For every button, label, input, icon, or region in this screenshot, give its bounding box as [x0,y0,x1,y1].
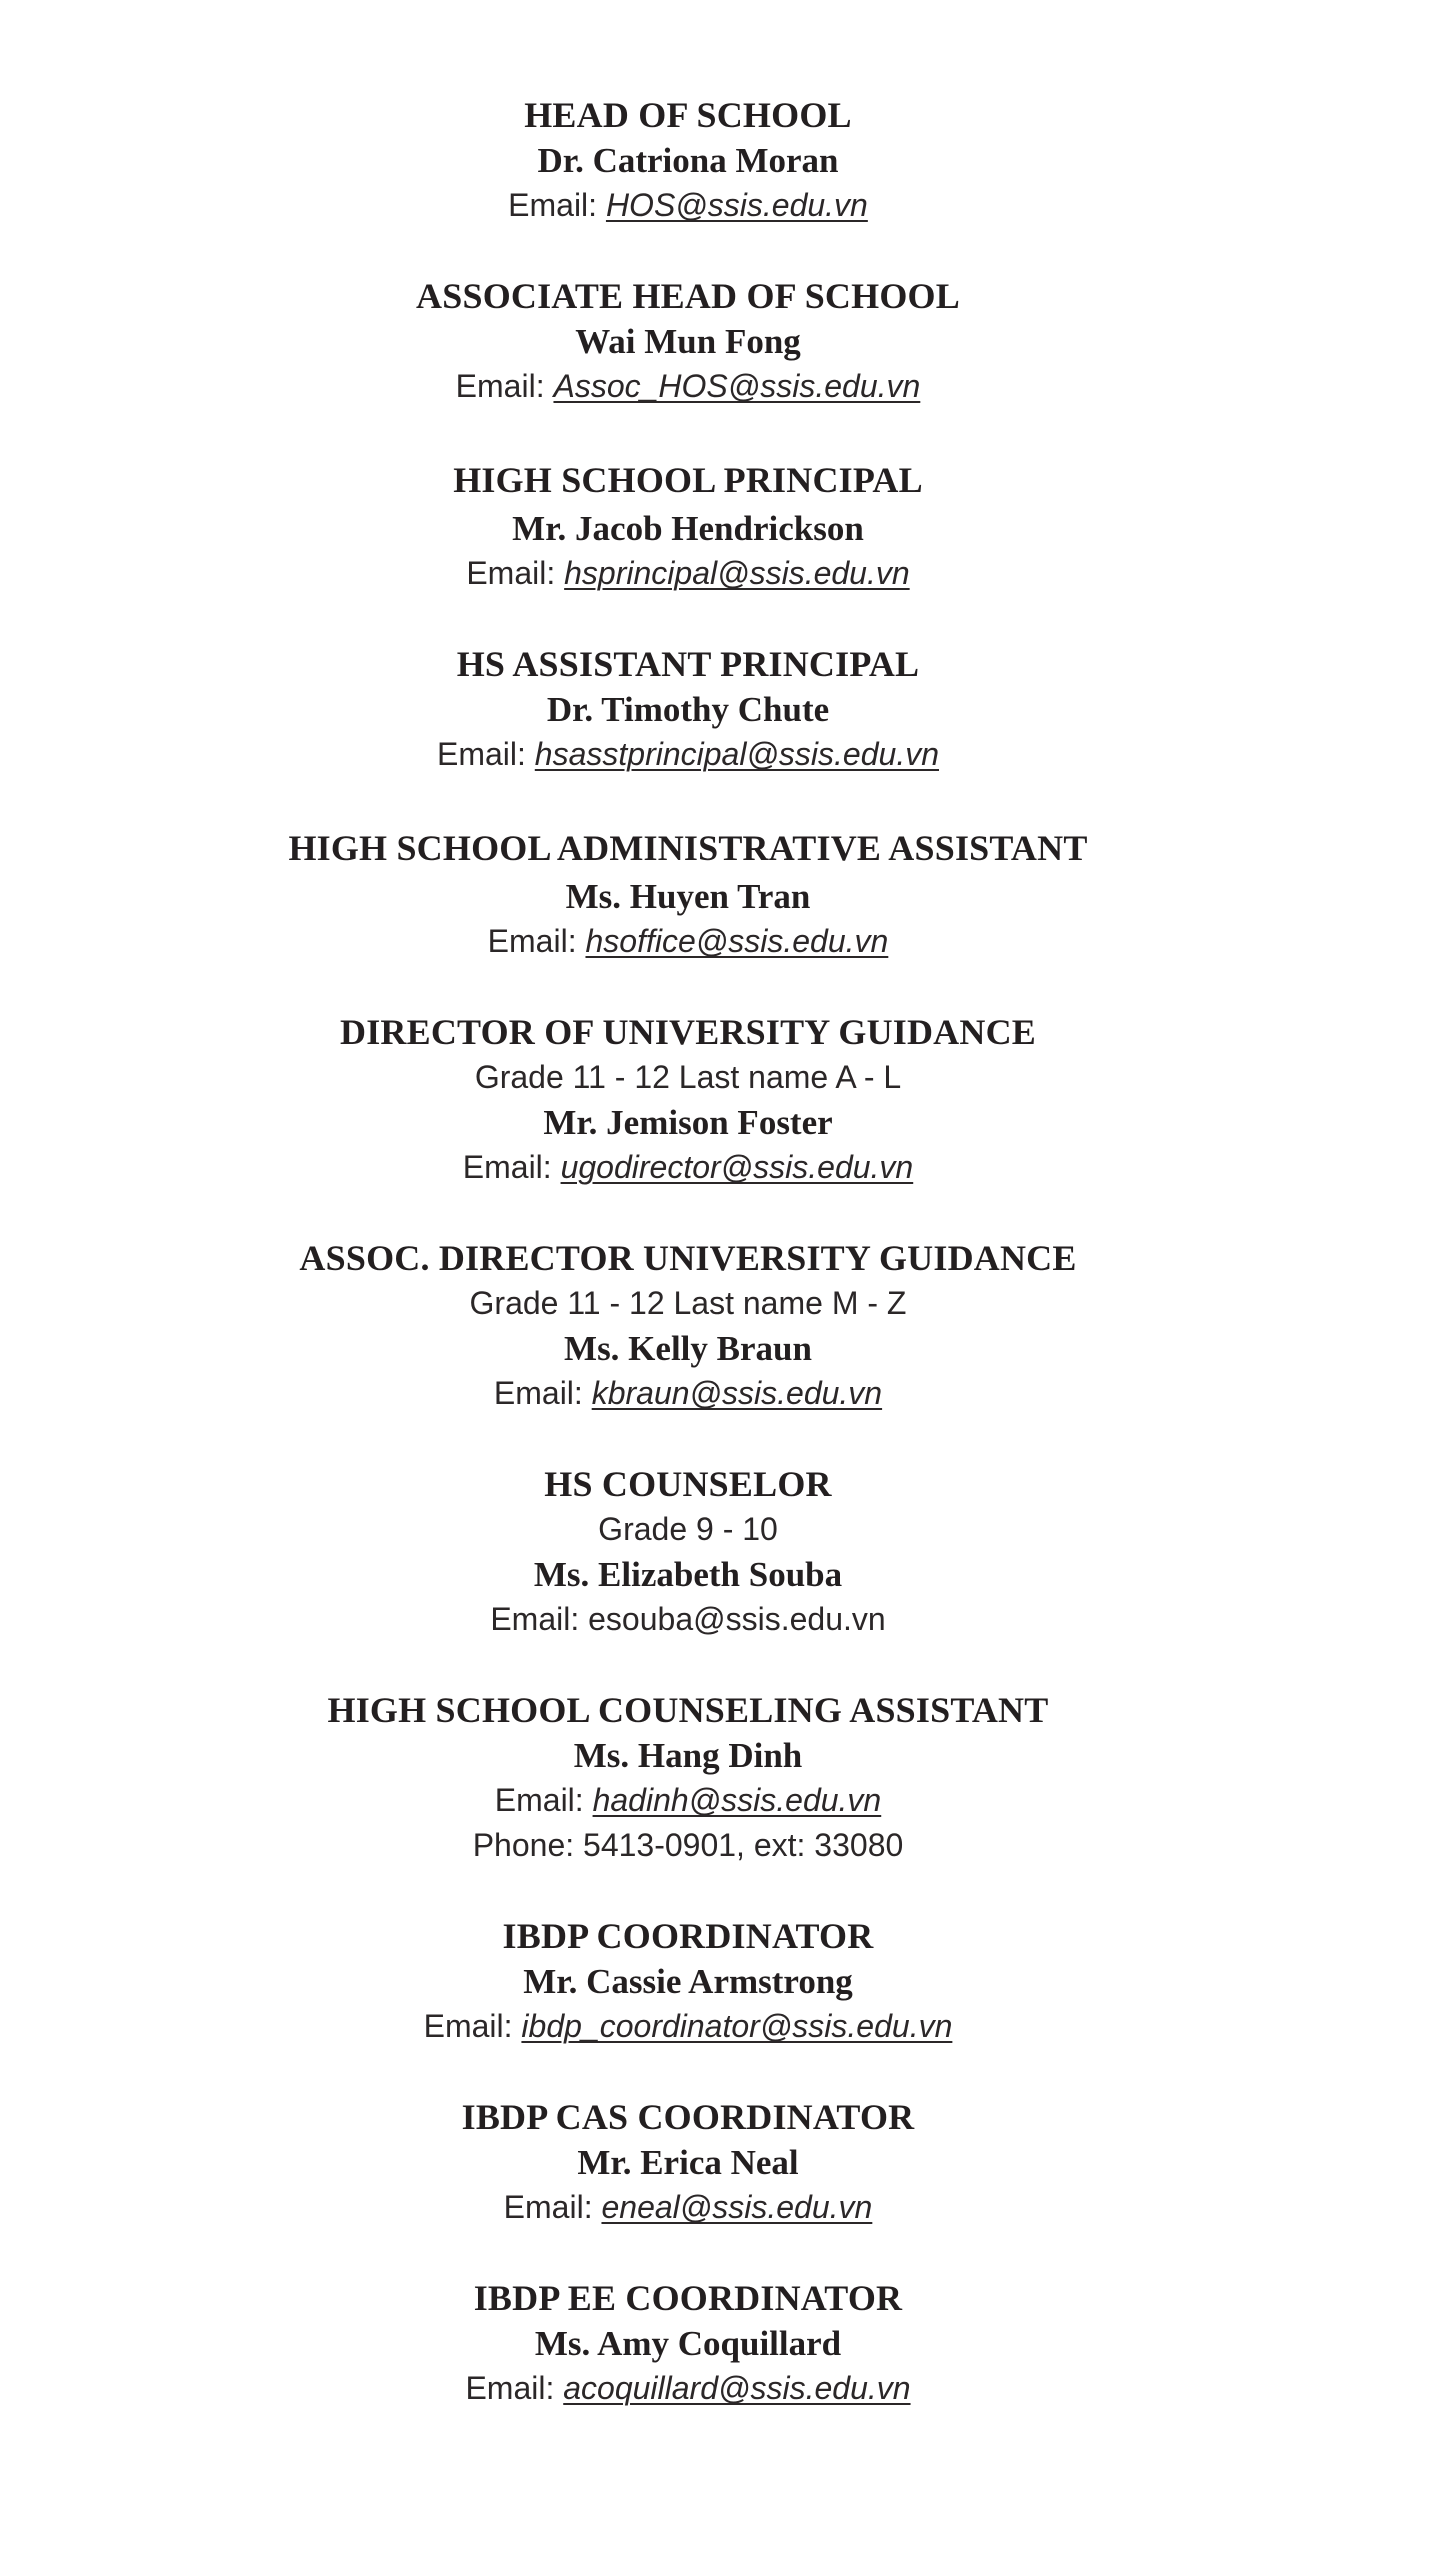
email-link[interactable]: hsprincipal@ssis.edu.vn [564,555,910,591]
staff-name: Ms. Amy Coquillard [534,2324,842,2363]
email-label: Email: [462,1149,552,1185]
staff-name: Wai Mun Fong [575,322,801,361]
email-line [0,2185,1376,2230]
email-label: Email: [493,1375,583,1411]
role-title: ASSOC. DIRECTOR UNIVERSITY GUIDANCE [299,1238,1077,1278]
staff-name: Mr. Erica Neal [577,2143,799,2182]
staff-entry-hs-assistant-principal [0,641,1376,777]
email-link[interactable]: HOS@ssis.edu.vn [605,187,868,223]
email-label: Email: [494,1782,584,1818]
role-title: HS ASSISTANT PRINCIPAL [456,644,920,684]
email-label: Email: [503,2189,593,2225]
staff-name: Ms. Huyen Tran [565,877,811,916]
staff-entry-associate-head-of-school [0,273,1376,409]
grade-note: Grade 9 - 10 [598,1511,778,1547]
email-link[interactable]: Assoc_HOS@ssis.edu.vn [553,368,921,404]
role-title: HIGH SCHOOL ADMINISTRATIVE ASSISTANT [288,828,1088,868]
role-title: DIRECTOR OF UNIVERSITY GUIDANCE [340,1012,1036,1052]
email-label: Email: [436,736,526,772]
grade-note: Grade 11 - 12 Last name M - Z [469,1285,907,1321]
staff-entry-ibdp-ee-coordinator [0,2275,1376,2411]
role-title: HIGH SCHOOL COUNSELING ASSISTANT [327,1690,1049,1730]
email-label: Email: [490,1601,580,1637]
staff-entry-high-school-principal [0,454,1376,596]
email-label: Email: [487,923,577,959]
email-text: esouba@ssis.edu.vn [588,1601,886,1637]
email-line [0,551,1376,596]
email-line [0,2366,1376,2411]
email-line [0,2004,1376,2049]
email-label: Email: [508,187,598,223]
email-link[interactable]: hadinh@ssis.edu.vn [592,1782,882,1818]
staff-entry-ibdp-coordinator [0,1913,1376,2049]
staff-name: Mr. Jemison Foster [543,1103,833,1142]
email-line [0,183,1376,228]
staff-entry-hs-counseling-assistant [0,1687,1376,1868]
staff-name: Ms. Kelly Braun [564,1329,812,1368]
staff-name: Dr. Timothy Chute [546,690,830,729]
email-line [0,919,1376,964]
staff-entry-hs-counselor [0,1461,1376,1642]
staff-entry-ibdp-cas-coordinator [0,2094,1376,2230]
phone-line: Phone: 5413-0901, ext: 33080 [472,1827,904,1863]
role-title: HEAD OF SCHOOL [524,95,852,135]
email-link[interactable]: kbraun@ssis.edu.vn [591,1375,883,1411]
email-link[interactable]: ugodirector@ssis.edu.vn [560,1149,914,1185]
email-line [0,364,1376,409]
email-line [0,1597,1376,1642]
email-label: Email: [455,368,545,404]
staff-name: Mr. Jacob Hendrickson [512,509,864,548]
staff-name: Ms. Elizabeth Souba [533,1555,843,1594]
staff-entry-hs-administrative-assistant [0,822,1376,964]
email-link[interactable]: acoquillard@ssis.edu.vn [563,2370,911,2406]
staff-directory [0,92,1376,2456]
email-line [0,1778,1376,1823]
email-link[interactable]: hsasstprincipal@ssis.edu.vn [534,736,939,772]
staff-name: Ms. Hang Dinh [573,1736,803,1775]
role-title: HS COUNSELOR [544,1464,832,1504]
email-link[interactable]: hsoffice@ssis.edu.vn [585,923,889,959]
staff-entry-director-university-guidance [0,1009,1376,1190]
role-title: HIGH SCHOOL PRINCIPAL [453,460,923,500]
email-line [0,1145,1376,1190]
staff-entry-head-of-school [0,92,1376,228]
email-line [0,732,1376,777]
staff-name: Mr. Cassie Armstrong [523,1962,853,2001]
role-title: IBDP EE COORDINATOR [473,2278,903,2318]
role-title: IBDP CAS COORDINATOR [461,2097,915,2137]
staff-name: Dr. Catriona Moran [537,141,839,180]
role-title: ASSOCIATE HEAD OF SCHOOL [416,276,960,316]
staff-entry-assoc-director-university-guidance [0,1235,1376,1416]
email-link[interactable]: eneal@ssis.edu.vn [601,2189,873,2225]
role-title: IBDP COORDINATOR [502,1916,874,1956]
email-label: Email: [423,2008,513,2044]
email-line [0,1371,1376,1416]
grade-note: Grade 11 - 12 Last name A - L [474,1059,902,1095]
email-label: Email: [465,2370,555,2406]
email-label: Email: [466,555,556,591]
email-link[interactable]: ibdp_coordinator@ssis.edu.vn [521,2008,953,2044]
